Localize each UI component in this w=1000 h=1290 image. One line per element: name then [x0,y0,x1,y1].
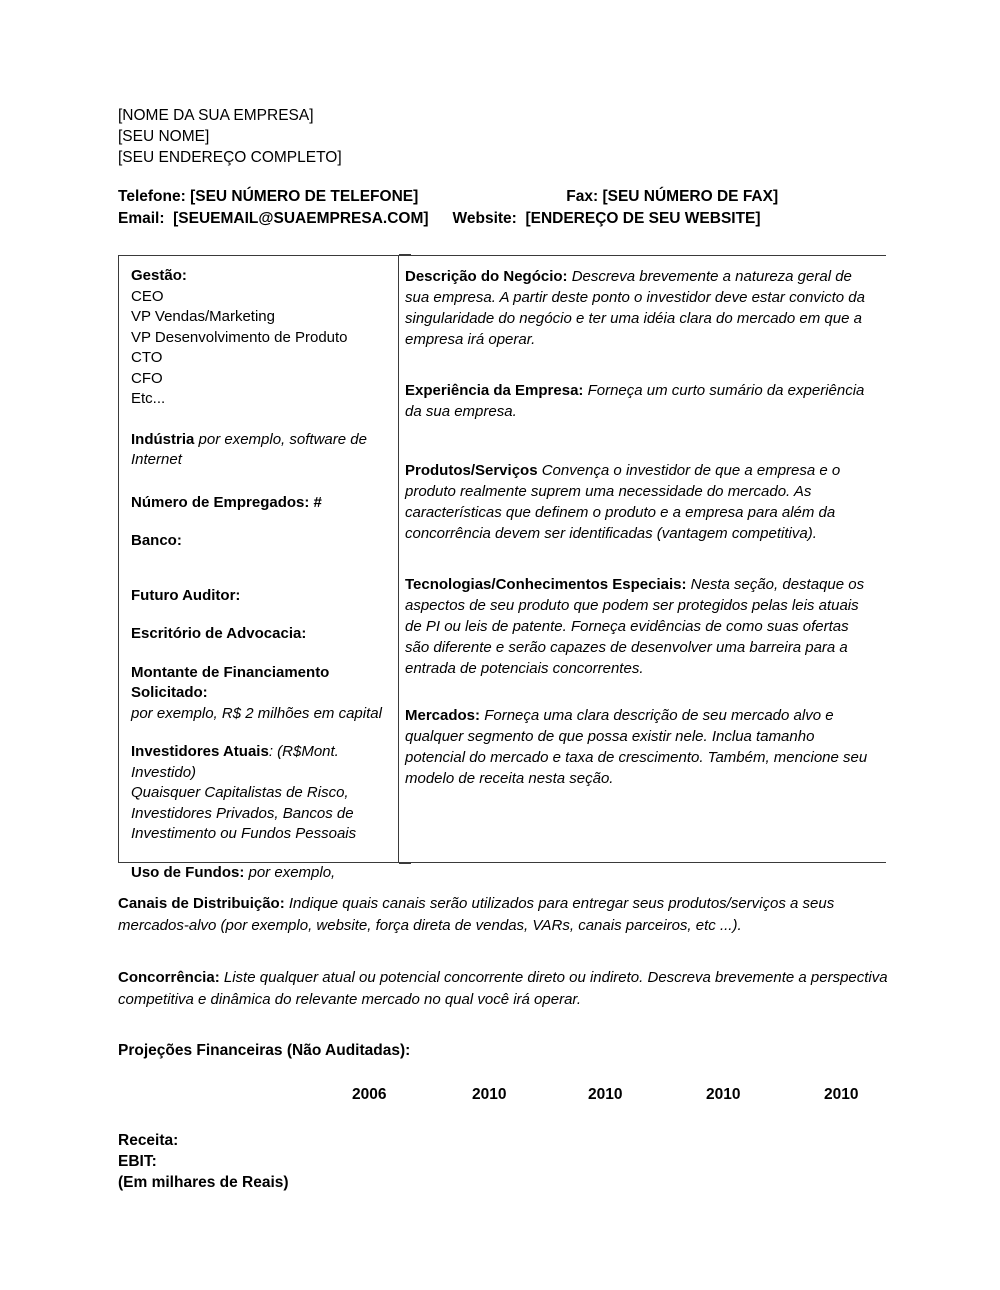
spacer [131,606,386,624]
website-value: [ENDEREÇO DE SEU WEBSITE] [525,210,761,227]
management-label: Gestão: [131,267,187,284]
financial-row-label: (Em milhares de Reais) [118,1174,289,1191]
technologies-label: Tecnologias/Conhecimentos Especiais: [405,576,687,593]
fax-value: [SEU NÚMERO DE FAX] [602,188,779,205]
management-role: Etc... [131,390,166,407]
document-header [118,105,898,230]
spacer [118,937,890,967]
below-table-sections [118,893,890,1011]
year-column-header: 2010 [706,1086,741,1103]
phone-value: [SEU NÚMERO DE TELEFONE] [190,188,419,205]
products-services-text: Convença o investidor de que a empresa e o produto realmente suprem uma necessidade do mercado. As características que definem o produto e a empresa para além da concorrência devem ser identificadas (vantagem competitiva). [405,462,841,542]
current-investors-detail: Quaisquer Capitalistas de Risco, Investidores Privados, Bancos de Investimento ou Fundos Pessoais [131,784,357,842]
management-role: CTO [131,349,163,366]
financial-projections [118,1040,898,1193]
use-of-funds-value: por exemplo, [248,863,336,881]
contact-block [118,186,898,230]
spacer [131,471,386,493]
products-services-block [405,460,872,544]
management-role: VP Vendas/Marketing [131,308,275,325]
management-role: VP Desenvolvimento de Produto [131,328,348,346]
competition-block [118,967,890,1011]
company-experience-block [405,380,872,422]
current-investors-label: Investidores Atuais [131,743,269,760]
use-of-funds-label: Uso de Fundos: [131,863,245,881]
year-column-header: 2006 [352,1086,387,1103]
website-label: Website: [452,210,517,227]
bank-label: Banco: [131,532,182,549]
distribution-channels-text: Indique quais canais serão utilizados para entregar seus produtos/serviços a seus mercados-alvo (por exemplo, website, força direta de vendas, VARs, canais parceiros, etc ...). [118,895,835,934]
summary-table [118,255,886,881]
phone-label: Telefone: [118,188,186,205]
financial-projections-title: Projeções Financeiras (Não Auditadas): [118,1042,411,1059]
year-column-header: 2010 [588,1086,623,1103]
spacer [131,552,386,586]
competition-text: Liste qualquer atual ou potencial concorrente direto ou indireto. Descreva brevemente a perspectiva competitiva e dinâmica do relevante mercado no qual você irá operar. [118,969,888,1008]
year-column-header: 2010 [472,1086,507,1103]
business-description-label: Descrição do Negócio: [405,268,568,285]
technologies-block [405,574,872,679]
funding-value: por exemplo, R$ 2 milhões em capital [131,704,382,722]
financial-row-label: EBIT: [118,1153,157,1170]
competition-label: Concorrência: [118,969,220,986]
spacer [405,350,872,380]
law-firm-label: Escritório de Advocacia: [131,625,307,642]
address-line: [SEU ENDEREÇO COMPLETO] [118,149,342,166]
current-investors-value: : (R$Mont. Investido) [131,743,339,781]
financial-row-labels [118,1130,898,1193]
summary-table-right-cell [399,255,886,863]
products-services-label: Produtos/Serviços [405,462,538,479]
company-experience-text: Forneça um curto sumário da experiência da sua empresa. [405,382,865,420]
management-role: CEO [131,287,164,305]
financial-year-header-row [118,1086,898,1110]
email-website-row [118,208,898,230]
future-auditor-label: Futuro Auditor: [131,586,241,604]
phone-fax-row [118,186,898,208]
fax-label: Fax: [566,188,599,205]
spacer [131,645,386,663]
technologies-text: Nesta seção, destaque os aspectos de seu produto que podem ser protegidos pelas leis atuais de PI ou leis de patente. Forneça evidências de como suas ofertas são diferente e serão capazes de desenvolver uma barreira para a entrada de potenciais concorrentes. [405,576,865,677]
markets-label: Mercados: [405,707,481,724]
use-of-funds-field [131,863,386,884]
spacer [405,679,872,705]
spacer [405,422,872,460]
company-experience-label: Experiência da Empresa: [405,382,584,399]
financial-row-label: Receita: [118,1132,179,1149]
employees-value: # [313,493,322,511]
your-name-line: [SEU NOME] [118,128,210,145]
funding-label: Montante de Financiamento Solicitado: [131,663,330,701]
markets-block [405,705,872,789]
management-role: CFO [131,369,163,387]
spacer [405,544,872,574]
year-column-header: 2010 [824,1086,859,1103]
employees-field [131,493,386,514]
summary-table-left-cell [118,255,399,881]
spacer [131,845,386,863]
employees-label: Número de Empregados: [131,493,310,511]
distribution-channels-block [118,893,890,937]
industry-field [131,430,386,471]
email-value: [SEUEMAIL@SUAEMPRESA.COM] [173,210,429,227]
business-description-block [405,266,872,350]
email-label: Email: [118,210,165,227]
spacer [131,724,386,742]
industry-label: Indústria [131,430,195,448]
spacer [131,410,386,430]
spacer [131,513,386,531]
business-description-text: Descreva brevemente a natureza geral de sua empresa. A partir deste ponto o investidor deve estar convicto da singularidade do negócio e ter uma idéia clara do mercado em que a empresa irá operar. [405,268,865,348]
markets-text: Forneça uma clara descrição de seu mercado alvo e qualquer segmento de que possa existir nele. Inclua tamanho potencial do mercado e taxa de crescimento. Também, mencione seu modelo de receita nesta seção. [405,707,868,787]
distribution-channels-label: Canais de Distribuição: [118,895,285,912]
current-investors-field [131,742,386,783]
company-name-line: [NOME DA SUA EMPRESA] [118,107,314,124]
industry-value: por exemplo, software de Internet [131,430,367,468]
